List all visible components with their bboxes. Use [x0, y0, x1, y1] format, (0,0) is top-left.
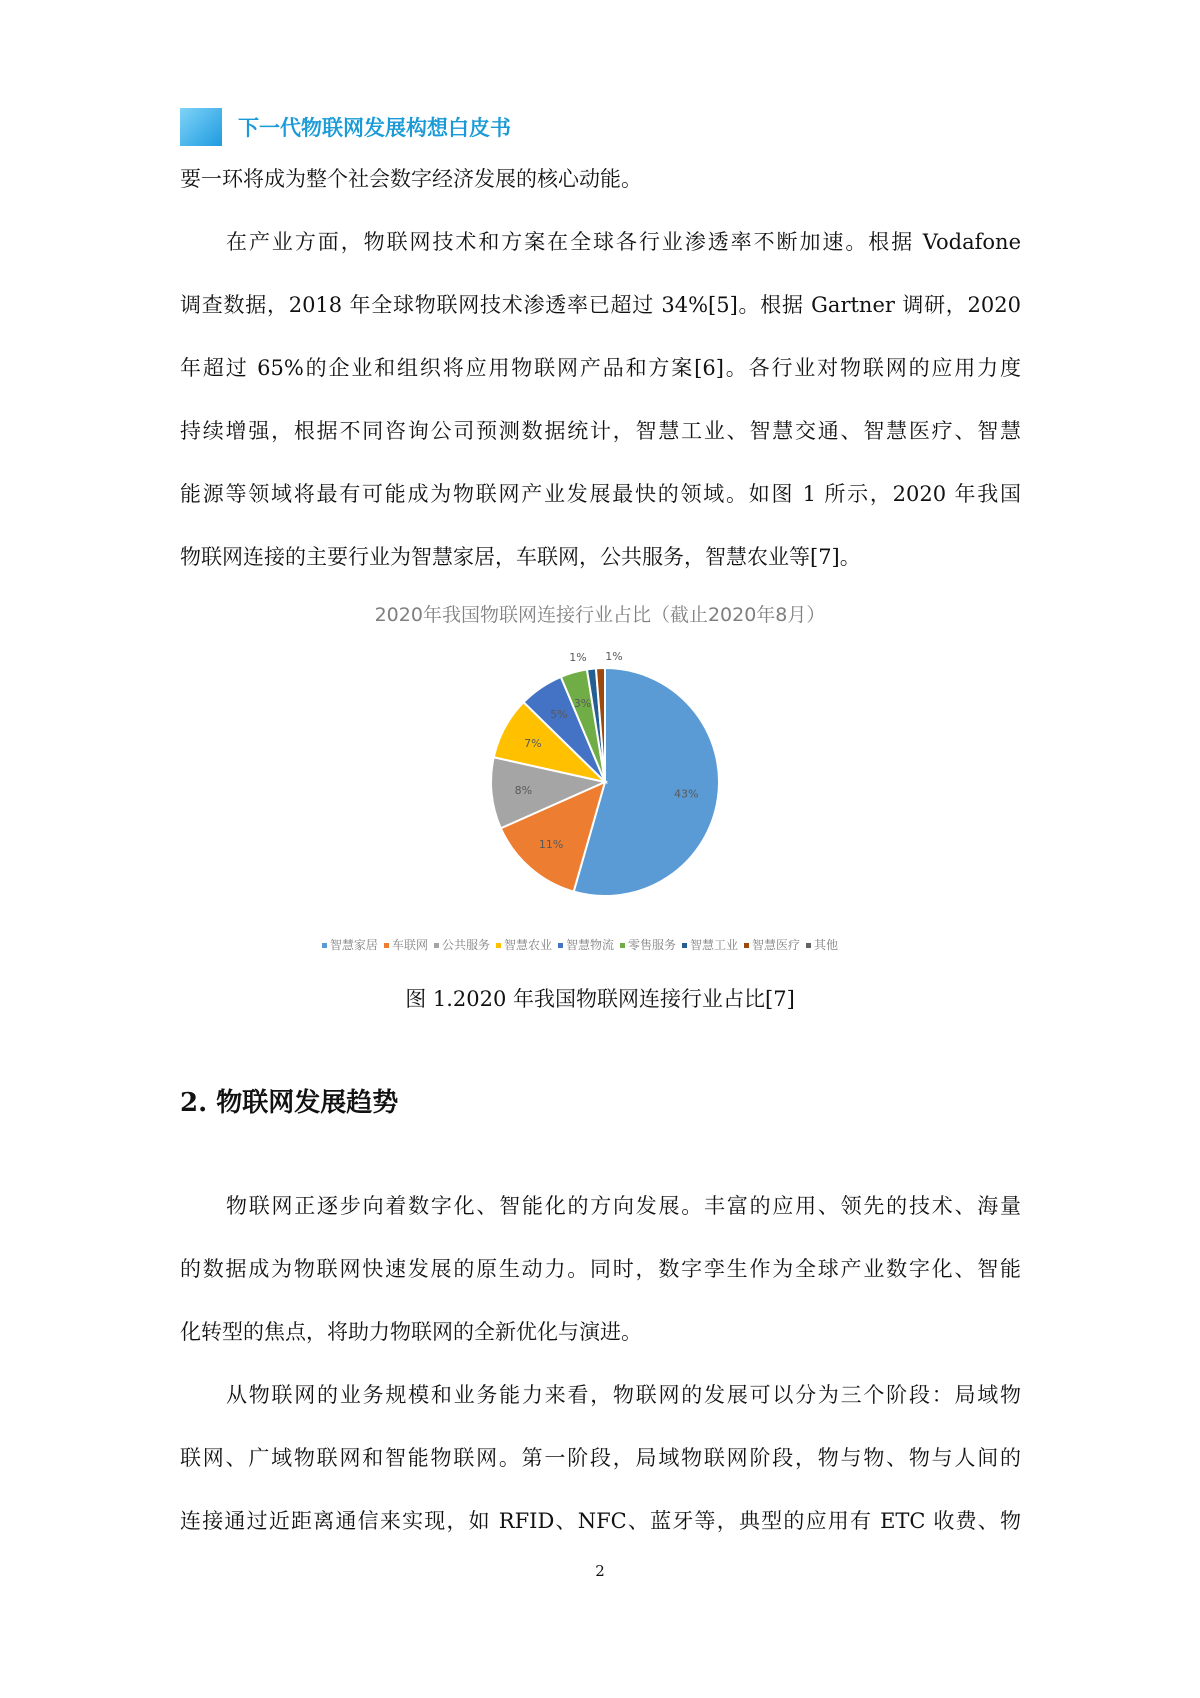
pie-data-label: 11% — [538, 837, 564, 851]
legend-label: 公共服务 — [441, 938, 490, 952]
paragraph-line: 物联网连接的主要行业为智慧家居，车联网，公共服务，智慧农业等[7]。 — [180, 545, 861, 569]
legend-swatch — [322, 943, 327, 948]
paragraph-line: 在产业方面，物联网技术和方案在全球各行业渗透率不断加速。根据 Vodafone — [226, 230, 1021, 254]
legend-item — [620, 938, 676, 952]
paragraph-line: 调查数据，2018 年全球物联网技术渗透率已超过 34%[5]。根据 Gartner 调研，2020 — [180, 293, 1021, 317]
paragraph-line: 持续增强，根据不同咨询公司预测数据统计，智慧工业、智慧交通、智慧医疗、智慧 — [180, 419, 1021, 443]
legend-item — [558, 938, 614, 952]
legend-item — [806, 938, 838, 952]
legend-label: 零售服务 — [628, 938, 677, 952]
legend-label: 智慧医疗 — [752, 938, 801, 952]
paragraph-line: 连接通过近距离通信来实现，如 RFID、NFC、蓝牙等，典型的应用有 ETC 收费、物 — [180, 1509, 1021, 1533]
paragraph-line: 联网、广域物联网和智能物联网。第一阶段，局域物联网阶段，物与物、物与人间的 — [180, 1446, 1021, 1470]
legend-swatch — [806, 943, 811, 948]
legend-swatch — [496, 943, 501, 948]
legend-swatch — [744, 943, 749, 948]
legend-label: 智慧家居 — [329, 938, 378, 952]
paragraph-line: 能源等领域将最有可能成为物联网产业发展最快的领域。如图 1 所示，2020 年我国 — [180, 482, 1021, 506]
pie-data-label: 7% — [524, 736, 542, 750]
paragraph-line: 化转型的焦点，将助力物联网的全新优化与演进。 — [180, 1320, 642, 1344]
legend-swatch — [434, 943, 439, 948]
legend-item — [384, 938, 428, 952]
pie-chart — [470, 640, 740, 910]
paragraph-line: 物联网正逐步向着数字化、智能化的方向发展。丰富的应用、领先的技术、海量 — [226, 1194, 1021, 1218]
pie-data-label: 1% — [569, 650, 587, 664]
section-heading: 2. 物联网发展趋势 — [180, 1088, 399, 1118]
legend-item — [434, 938, 490, 952]
legend-swatch — [682, 943, 687, 948]
legend-item — [322, 938, 378, 952]
legend-item — [682, 938, 738, 952]
chart-title: 2020年我国物联网连接行业占比（截止2020年8月） — [374, 604, 826, 626]
header-logo-icon — [180, 108, 222, 146]
legend-label: 智慧农业 — [503, 938, 552, 952]
legend-item — [496, 938, 552, 952]
legend-swatch — [558, 943, 563, 948]
legend-label: 其他 — [814, 938, 839, 952]
figure-caption: 图 1.2020 年我国物联网连接行业占比[7] — [405, 987, 795, 1011]
header-title: 下一代物联网发展构想白皮书 — [238, 116, 511, 140]
chart-legend — [0, 936, 1160, 953]
legend-item — [744, 938, 800, 952]
pie-data-label: 1% — [605, 650, 623, 664]
paragraph-line: 年超过 65%的企业和组织将应用物联网产品和方案[6]。各行业对物联网的应用力度 — [180, 356, 1021, 380]
pie-data-label: 8% — [514, 784, 533, 798]
legend-label: 车联网 — [391, 938, 428, 952]
paragraph-line: 从物联网的业务规模和业务能力来看，物联网的发展可以分为三个阶段：局域物 — [226, 1383, 1021, 1407]
page-number: 2 — [595, 1562, 605, 1580]
pie-data-label: 43% — [674, 787, 699, 801]
legend-label: 智慧物流 — [565, 938, 614, 952]
paragraph-line: 的数据成为物联网快速发展的原生动力。同时，数字孪生作为全球产业数字化、智能 — [180, 1257, 1021, 1281]
pie-data-label: 3% — [573, 697, 592, 711]
legend-label: 智慧工业 — [690, 938, 739, 952]
legend-swatch — [620, 943, 625, 948]
legend-swatch — [384, 943, 389, 948]
pie-data-label: 5% — [550, 708, 568, 722]
paragraph-line: 要一环将成为整个社会数字经济发展的核心动能。 — [180, 167, 642, 191]
